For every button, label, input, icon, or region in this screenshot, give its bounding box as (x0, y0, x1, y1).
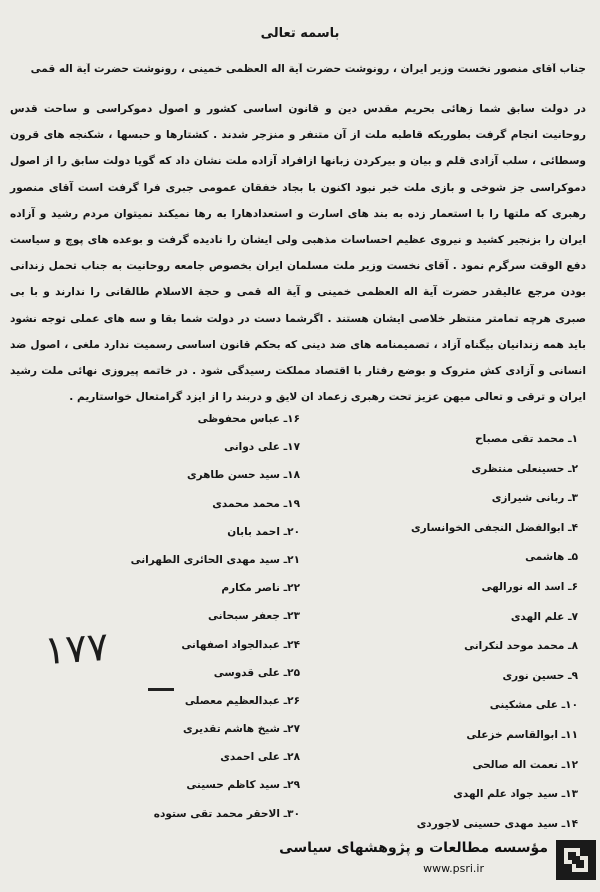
institute-name: مؤسسه مطالعات و پژوهشهای سیاسی (279, 840, 548, 856)
signatory-name: ۱۶ـ عباس محفوظی (197, 413, 300, 425)
signatory-name: ۶ـ اسد اله نورالهی (481, 580, 578, 593)
handwritten-page-number: ۱۷۷ (42, 623, 110, 675)
signatory-list-right (328, 425, 578, 839)
margin-dash-mark (148, 688, 174, 691)
signatory-name: ۱۳ـ سید جواد علم الهدی (453, 788, 578, 801)
signatory-name: ۱۷ـ علی دوانی (224, 441, 300, 454)
letter-heading: باسمه تعالی (260, 26, 340, 41)
signatory-name: ۱۴ـ سید مهدی حسینی لاجوردی (416, 817, 578, 830)
signatory-name: ۳۰ـ الاحقر محمد تقی ستوده (153, 807, 300, 820)
signatory-name: ۳ـ ربانی شیرازی (491, 492, 578, 505)
signatory-name: ۲۴ـ عبدالجواد اصفهانی (181, 638, 300, 651)
institute-logo-icon (556, 840, 596, 880)
signatory-name: ۱۲ـ نعمت اله صالحی (472, 758, 578, 771)
signatory-name: ۱۱ـ ابوالقاسم خزعلی (466, 728, 578, 741)
signatory-name: ۵ـ هاشمی (525, 551, 578, 564)
signatory-name: ۹ـ حسین نوری (502, 669, 578, 682)
signatory-name: ۲۷ـ شیخ هاشم تقدیری (182, 723, 300, 736)
signatory-name: ۸ـ محمد موحد لنکرانی (464, 640, 578, 653)
signatory-name: ۲۵ـ علی قدوسی (213, 666, 300, 679)
signatory-name: ۱۸ـ سید حسن طاهری (186, 469, 300, 482)
signatory-name: ۲ـ حسینعلی منتظری (471, 462, 578, 475)
signatory-name: ۲۹ـ سید کاظم حسینی (186, 779, 300, 792)
knot-logo-icon (556, 840, 596, 880)
signatory-name: ۲۳ـ جعفر سبحانی (208, 610, 300, 623)
signatory-name: ۲۰ـ احمد بابان (227, 525, 300, 538)
signatory-name: ۱۹ـ محمد محمدی (212, 497, 300, 510)
signatory-name: ۲۸ـ علی احمدی (220, 751, 300, 764)
letter-address: جناب آقای منصور نخست وزیر ایران ، رونوشت حضرت آیة اله العظمی خمینی ، رونوشت حضرت آیة اله قمی (30, 63, 586, 75)
signatory-name: ۴ـ ابوالفضل النجفی الخوانساری (410, 521, 578, 534)
signatory-name: ۱۰ـ علی مشکینی (489, 699, 578, 712)
signatory-name: ۲۶ـ عبدالعظیم معصلی (184, 694, 300, 707)
institute-url: www.psri.ir (423, 862, 484, 875)
institute-watermark (279, 838, 596, 884)
signatory-name: ۲۲ـ ناصر مکارم (221, 582, 300, 595)
signatory-name: ۱ـ محمد تقی مصباح (475, 433, 578, 445)
signatory-name: ۷ـ علم الهدی (510, 610, 578, 623)
signatory-list-left (100, 405, 300, 828)
letter-body: در دولت سابق شما زهائی بحریم مقدس دین و قانون اساسی کشور و اصول دموکراسی و ساحت قدس روحانیت انجام گرفت بطوریکه قاطبه ملت از آن متنفر و منزجر شدند . کشتارها و حبسها ، شکنجه های قرون وسطائی ، سلب آزادی قلم و بیان و بیرکردن زبانها ازافراد آزاده ملت نشان داد که گویا دولت سابق را از اصول دموکراسی جز شوخی و بازی ملت خبر نبود اکنون با بجاد خفقان عمومی جبری فرا گرفت است آقای منصور رهبری که ملتها را با استعمار زده به بند های اسارت و استعدادهارا به رها نمیکند نمیتوان مردم رشید و آزاده ایران را بزنجیر کشید و نیروی عظیم احساسات مذهبی ولی ایشان را نادیده گرفت و بوعده های پوچ و سیاست دفع الوقت سرگرم نمود . آقای نخست وزیر ملت مسلمان ایران بخصوص جامعه روحانیت به جناب تحمل زندانی بودن مرجع عالیقدر حضرت آیة اله العظمی خمینی و آیة اله قمی و حجة الاسلام طالقانی را ندارند و با بی صبری هرچه تمامتر منتظر خلاصی ایشان هستند . اگرشما دست در دولت شما بقا و سه های عملی توجه نشود باید همه زندانیان بیگناه آزاد ، تصمیمنامه های ضد دینی که بحکم قانون اساسی رسمیت ندارد ملغی ، اصول ضد انسانی و آزادی کش متروک و بوضع رفتار با اقتصاد مملکت رسیدگی شود . در خاتمه پیروزی نهائی ملت رشید ایران و ترقی و تعالی میهن عزیز تحت رهبری زعماد ان لایق و دربند را از ایزد گرامتعال خواستاریم . (10, 103, 586, 404)
signatory-name: ۲۱ـ سید مهدی الحائری الطهرانی (130, 553, 300, 566)
